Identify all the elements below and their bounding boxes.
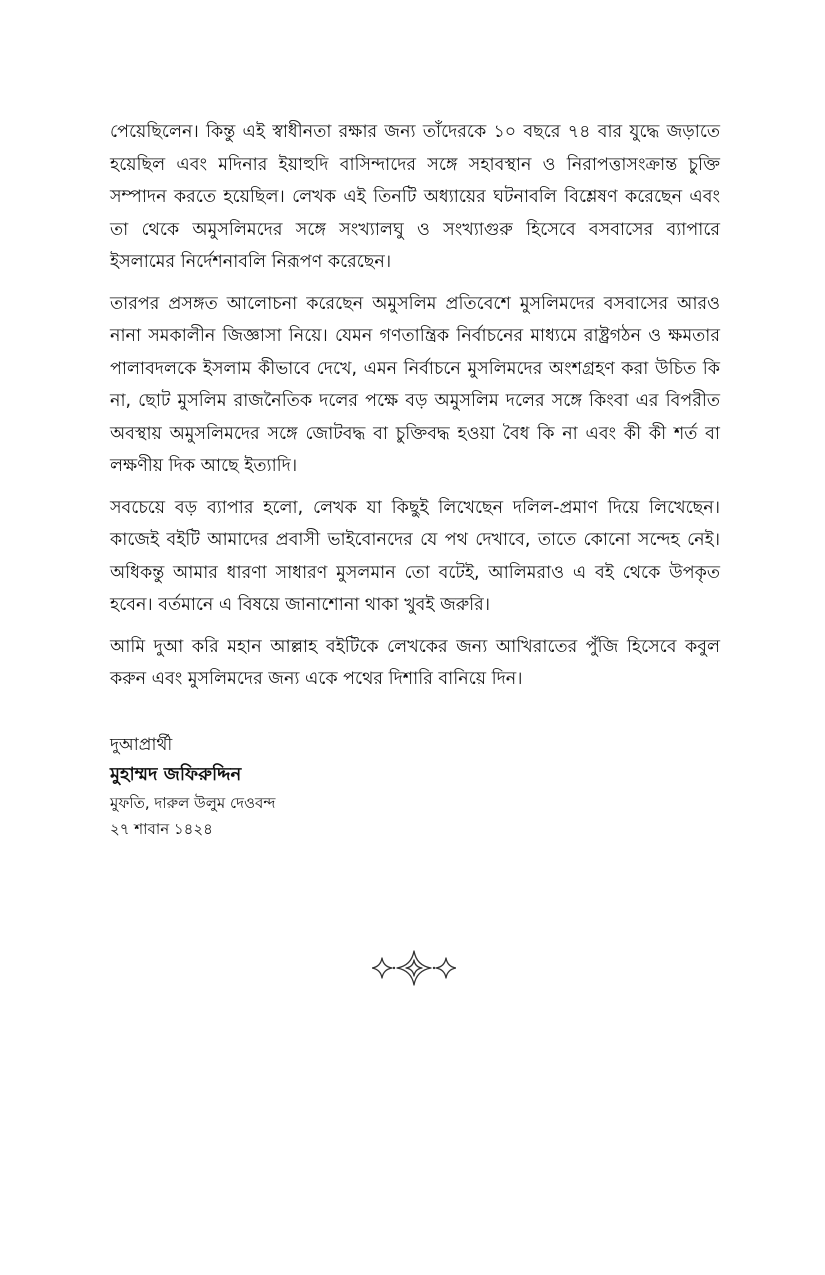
signature-date: ২৭ শাবান ১৪২৪ [110,819,213,838]
signature-name: মুহাম্মদ জফিরুদ্দিন [110,763,242,785]
sparkle-ornament-icon [372,948,456,988]
signature-intro: দুআপ্রার্থী [110,734,173,755]
document-body [110,116,720,842]
paragraph-3: সবচেয়ে বড় ব্যাপার হলো, লেখক যা কিছুই লিখেছেন দলিল-প্রমাণ দিয়ে লিখেছেন। কাজেই বইটি আমাদের প্রবাসী ভাইবোনদের যে পথ দেখাবে, তাতে কোনো সন্দেহ নেই। অধিকন্তু আমার ধারণা সাধারণ মুসলমান তো বটেই, আলিমরাও এ বই থেকে উপকৃত হবেন। বর্তমানে এ বিষয়ে জানাশোনা থাকা খুবই জরুরি। [110,497,720,615]
signature-block [110,730,720,842]
paragraph-1: পেয়েছিলেন। কিন্তু এই স্বাধীনতা রক্ষার জন্য তাঁদেরকে ১০ বছরে ৭৪ বার যুদ্ধে জড়াতে হয়েছিল এবং মদিনার ইয়াহুদি বাসিন্দাদের সঙ্গে সহাবস্থান ও নিরাপত্তাসংক্রান্ত চুক্তি সম্পাদন করতে হয়েছিল। লেখক এই তিনটি অধ্যায়ের ঘটনাবলি বিশ্লেষণ করেছেন এবং তা থেকে অমুসলিমদের সঙ্গে সংখ্যালঘু ও সংখ্যাগুরু হিসেবে বসবাসের ব্যাপারে ইসলামের নির্দেশনাবলি নিরূপণ করেছেন। [110,122,720,272]
paragraph-2: তারপর প্রসঙ্গত আলোচনা করেছেন অমুসলিম প্রতিবেশে মুসলিমদের বসবাসের আরও নানা সমকালীন জিজ্ঞাসা নিয়ে। যেমন গণতান্ত্রিক নির্বাচনের মাধ্যমে রাষ্ট্রগঠন ও ক্ষমতার পালাবদলকে ইসলাম কীভাবে দেখে, এমন নির্বাচনে মুসলিমদের অংশগ্রহণ করা উচিত কি না, ছোট মুসলিম রাজনৈতিক দলের পক্ষে বড় অমুসলিম দলের সঙ্গে কিংবা এর বিপরীত অবস্থায় অমুসলিমদের সঙ্গে জোটবদ্ধ বা চুক্তিবদ্ধ হওয়া বৈধ কি না এবং কী কী শর্ত বা লক্ষণীয় দিক আছে ইত্যাদি। [110,293,720,476]
signature-title: মুফতি, দারুল উলুম দেওবন্দ [110,793,276,812]
paragraph-4: আমি দুআ করি মহান আল্লাহ বইটিকে লেখকের জন্য আখিরাতের পুঁজি হিসেবে কবুল করুন এবং মুসলিমদের জন্য একে পথের দিশারি বানিয়ে দিন। [110,636,720,689]
